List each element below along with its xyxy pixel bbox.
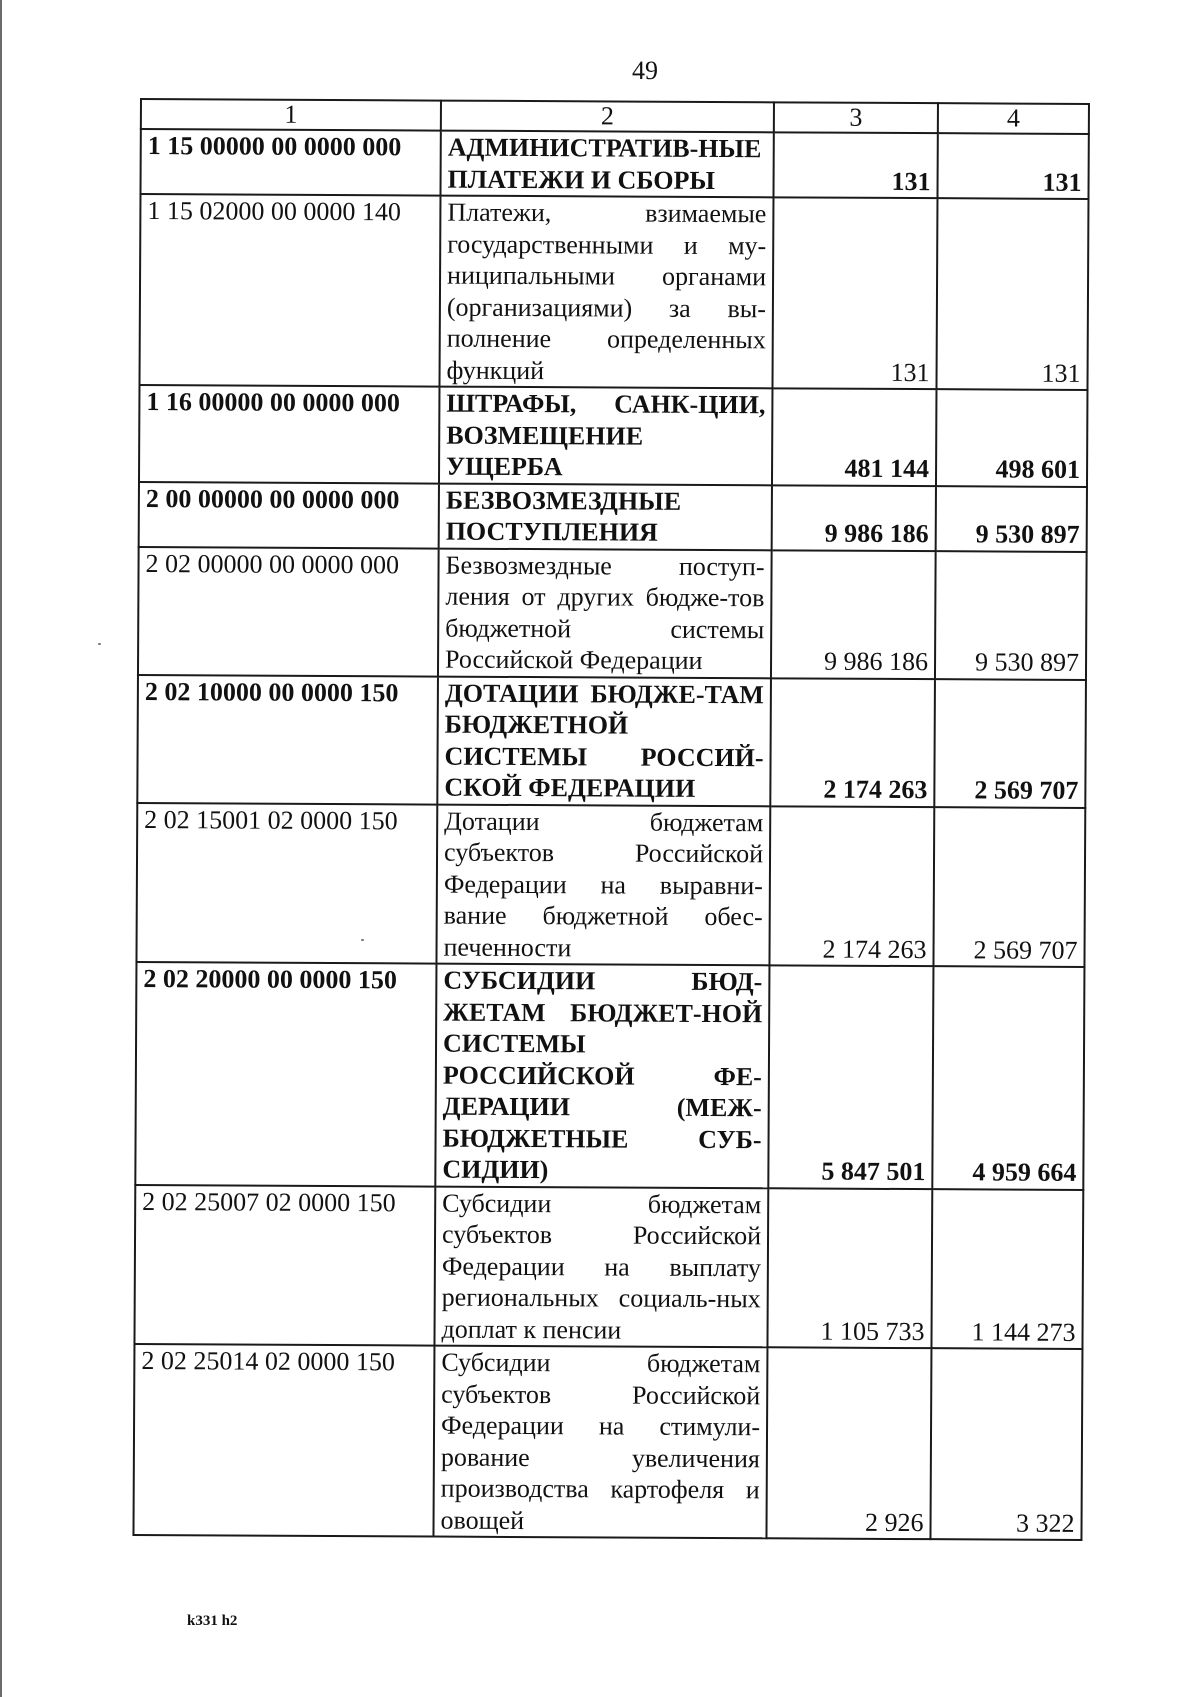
table-row bbox=[138, 546, 1087, 679]
amount-column-4-cell: 9 530 897 bbox=[936, 486, 1087, 552]
column-header-3: 3 bbox=[774, 102, 938, 133]
budget-code-cell: 1 16 00000 00 0000 000 bbox=[139, 385, 440, 483]
amount-column-3-cell: 131 bbox=[772, 197, 937, 389]
budget-code-cell: 2 02 10000 00 0000 150 bbox=[137, 674, 438, 804]
table-row bbox=[135, 962, 1084, 1189]
amount-column-3-cell: 2 174 263 bbox=[769, 806, 934, 966]
amount-column-3-cell: 2 174 263 bbox=[770, 678, 935, 807]
budget-code-cell: 2 02 25007 02 0000 150 bbox=[134, 1184, 435, 1345]
column-header-1: 1 bbox=[141, 99, 441, 131]
amount-column-4-cell: 2 569 707 bbox=[934, 679, 1086, 808]
scan-speck bbox=[98, 643, 101, 645]
budget-code-cell: 2 02 00000 00 0000 000 bbox=[138, 546, 439, 676]
table-body bbox=[133, 99, 1089, 1540]
budget-code-cell: 2 02 25014 02 0000 150 bbox=[133, 1344, 434, 1537]
table-row bbox=[139, 481, 1087, 551]
table-row bbox=[139, 194, 1088, 390]
amount-column-4-cell: 3 322 bbox=[930, 1348, 1082, 1540]
description-cell: Субсидии бюджетам субъектов Российской Федерации на стимули-рование увеличения производства картофеля и овощей bbox=[433, 1346, 767, 1539]
table-row bbox=[137, 674, 1086, 807]
amount-column-3-cell: 481 144 bbox=[772, 388, 937, 485]
description-cell: Субсидии бюджетам субъектов Российской Федерации на выплату региональных социаль-ных доплат к пенсии bbox=[434, 1186, 768, 1347]
budget-table bbox=[132, 98, 1090, 1541]
description-cell: БЕЗВОЗМЕЗДНЫЕ ПОСТУПЛЕНИЯ bbox=[439, 483, 772, 550]
budget-code-cell: 2 02 15001 02 0000 150 bbox=[136, 802, 437, 963]
description-cell: Дотации бюджетам субъектов Российской Федерации на выравни-вание бюджетной обес-печенности bbox=[436, 804, 770, 965]
amount-column-3-cell: 9 986 186 bbox=[771, 550, 936, 679]
amount-column-4-cell: 9 530 897 bbox=[935, 551, 1087, 680]
description-cell: Безвозмездные поступ-ления от других бюдже-тов бюджетной системы Российской Федерации bbox=[438, 548, 772, 678]
description-cell: Платежи, взимаемые государственными и му-ниципальными органами (организациями) за вы-полнение определенных функций bbox=[439, 196, 773, 389]
table-row bbox=[134, 1184, 1083, 1348]
amount-column-3-cell: 9 986 186 bbox=[772, 485, 936, 551]
description-cell: СУБСИДИИ БЮД-ЖЕТАМ БЮДЖЕТ-НОЙ СИСТЕМЫ РОССИЙСКОЙ ФЕ-ДЕРАЦИИ (МЕЖ-БЮДЖЕТНЫЕ СУБ-СИДИИ) bbox=[435, 964, 769, 1188]
column-header-4: 4 bbox=[938, 103, 1089, 134]
amount-column-4-cell: 498 601 bbox=[936, 389, 1088, 486]
table-row bbox=[133, 1344, 1082, 1540]
header-row bbox=[141, 99, 1089, 134]
description-cell: ШТРАФЫ, САНК-ЦИИ, ВОЗМЕЩЕНИЕ УЩЕРБА bbox=[439, 387, 773, 485]
amount-column-4-cell: 131 bbox=[937, 133, 1088, 199]
amount-column-4-cell: 131 bbox=[936, 198, 1088, 390]
amount-column-3-cell: 5 847 501 bbox=[768, 965, 933, 1188]
footer-code: k331 h2 bbox=[187, 1613, 238, 1629]
budget-code-cell: 2 00 00000 00 0000 000 bbox=[139, 481, 439, 548]
amount-column-4-cell: 1 144 273 bbox=[931, 1189, 1083, 1349]
description-cell: ДОТАЦИИ БЮДЖЕ-ТАМ БЮДЖЕТНОЙ СИСТЕМЫ РОССИЙ-СКОЙ ФЕДЕРАЦИИ bbox=[437, 676, 771, 806]
amount-column-4-cell: 4 959 664 bbox=[932, 966, 1084, 1189]
amount-column-3-cell: 2 926 bbox=[766, 1347, 931, 1539]
amount-column-4-cell: 2 569 707 bbox=[933, 807, 1085, 967]
amount-column-3-cell: 1 105 733 bbox=[767, 1188, 932, 1348]
budget-code-cell: 2 02 20000 00 0000 150 bbox=[135, 962, 436, 1186]
table-row bbox=[139, 385, 1087, 486]
description-cell: АДМИНИСТРАТИВ-НЫЕ ПЛАТЕЖИ И СБОРЫ bbox=[440, 131, 773, 198]
column-header-2: 2 bbox=[441, 101, 774, 133]
page-number: 49 bbox=[632, 56, 658, 85]
table-row bbox=[140, 129, 1088, 199]
amount-column-3-cell: 131 bbox=[773, 132, 937, 198]
budget-code-cell: 1 15 00000 00 0000 000 bbox=[140, 129, 440, 196]
scan-edge bbox=[0, 0, 2, 1697]
table-row bbox=[136, 802, 1085, 966]
budget-code-cell: 1 15 02000 00 0000 140 bbox=[139, 194, 440, 387]
